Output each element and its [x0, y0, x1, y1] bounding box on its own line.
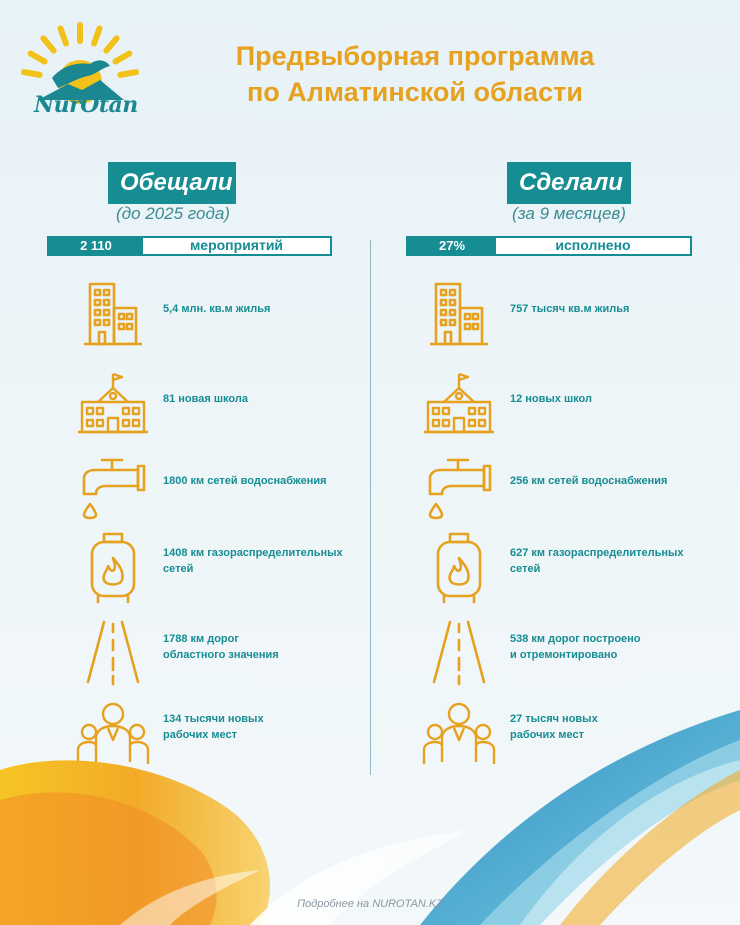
done-subheading: (за 9 месяцев) — [512, 204, 626, 223]
logo-text: NurOtan — [34, 92, 138, 118]
promised-item-text: 1408 км газораспределительных сетей — [163, 547, 343, 575]
water-tap-icon — [76, 450, 150, 524]
title-line-1: Предвыборная программа — [235, 41, 595, 71]
promised-subheading: (до 2025 года) — [116, 204, 230, 223]
done-item-text: 27 тысяч новых рабочих мест — [510, 713, 598, 741]
promised-stat-bar — [47, 236, 332, 256]
promised-item-text: 1800 км сетей водоснабжения — [163, 475, 327, 487]
promised-stat-value: 2 110 — [49, 238, 143, 254]
road-icon — [422, 616, 496, 690]
school-icon — [422, 368, 496, 442]
done-item-text: 627 км газораспределительных сетей — [510, 547, 684, 575]
promised-stat-label: мероприятий — [189, 237, 284, 253]
gas-cylinder-icon — [422, 530, 496, 604]
school-icon — [76, 368, 150, 442]
done-item-text: 538 км дорог построено и отремонтировано — [510, 633, 641, 661]
promised-item-text: 134 тысячи новых рабочих мест — [163, 713, 264, 741]
promised-item-text: 5,4 млн. кв.м жилья — [163, 303, 271, 315]
done-item-text: 256 км сетей водоснабжения — [510, 475, 668, 487]
title-line-2: по Алматинской области — [247, 77, 583, 107]
done-item-text: 12 новых школ — [510, 393, 592, 405]
building-icon — [76, 278, 150, 352]
promised-heading: Обещали — [108, 162, 236, 204]
page-title — [180, 38, 650, 110]
road-icon — [76, 616, 150, 690]
promised-item-text: 1788 км дорог областного значения — [163, 633, 279, 661]
decorative-swirl — [0, 700, 740, 925]
done-stat-value: 27% — [408, 238, 496, 254]
done-stat-label: исполнено — [555, 237, 631, 253]
column-divider — [370, 240, 371, 775]
done-heading: Сделали — [507, 162, 631, 204]
footer-link-text: Подробнее на NUROTAN.KZ — [297, 898, 443, 910]
gas-cylinder-icon — [76, 530, 150, 604]
building-icon — [422, 278, 496, 352]
water-tap-icon — [422, 450, 496, 524]
done-stat-bar — [406, 236, 692, 256]
promised-item-text: 81 новая школа — [163, 393, 248, 405]
done-item-text: 757 тысяч кв.м жилья — [510, 303, 630, 315]
